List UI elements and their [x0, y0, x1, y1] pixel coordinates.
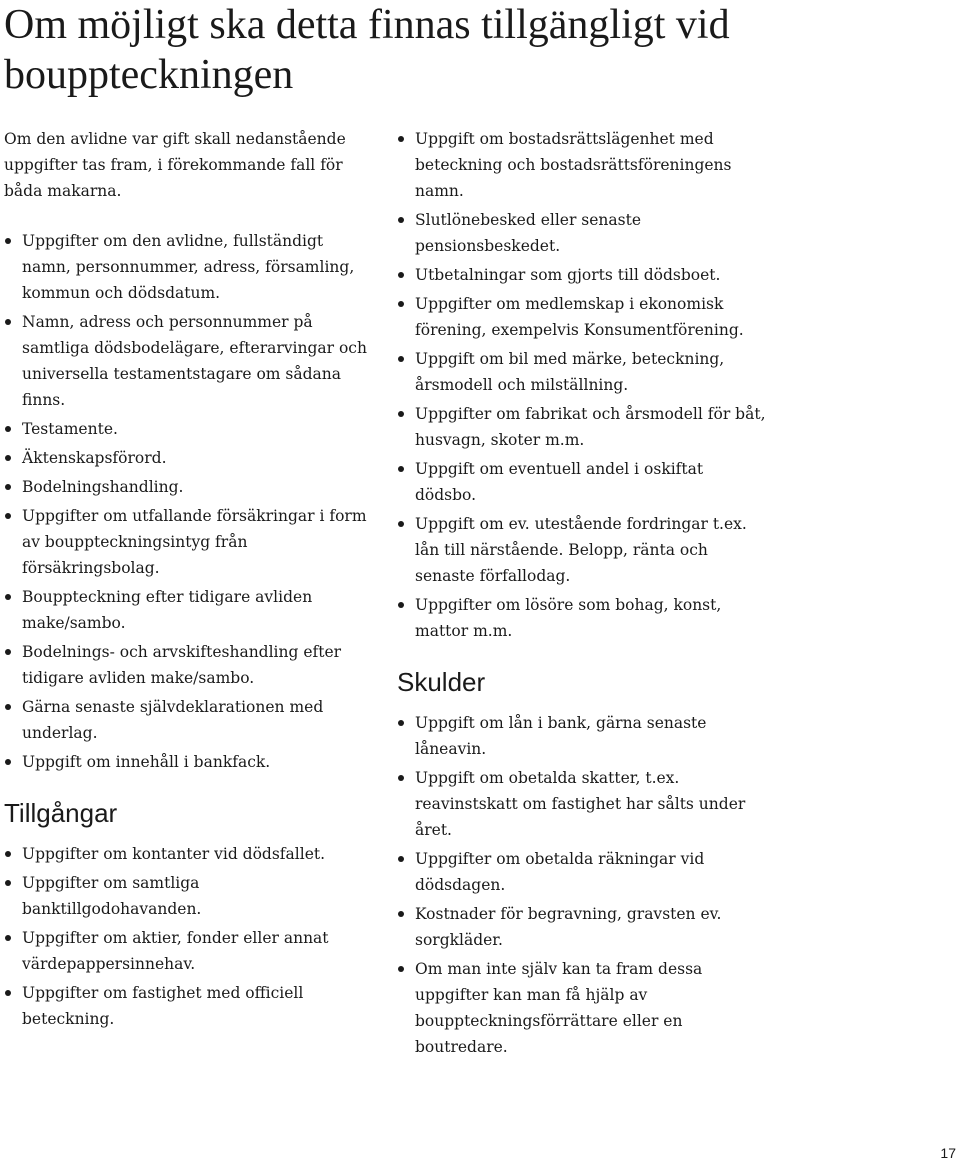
list-item-text: Äktenskapsförord.	[22, 449, 167, 467]
list-item	[397, 901, 767, 953]
list-item	[4, 416, 374, 442]
list-item-text: Uppgifter om samtliga banktillgodohavanden.	[22, 874, 202, 918]
requirements-list	[4, 228, 374, 775]
debts-list	[397, 710, 767, 1060]
list-item	[397, 456, 767, 508]
list-item-text: Gärna senaste självdeklarationen med underlag.	[22, 698, 324, 742]
list-item-text: Om man inte själv kan ta fram dessa uppgifter kan man få hjälp av bouppteckningsförrättare eller en boutredare.	[415, 960, 703, 1056]
bullet-icon	[398, 720, 404, 726]
bullet-icon	[398, 856, 404, 862]
bullet-icon	[5, 455, 11, 461]
list-item-text: Uppgifter om aktier, fonder eller annat värdepappersinnehav.	[22, 929, 329, 973]
list-item	[4, 503, 374, 581]
bullet-icon	[398, 775, 404, 781]
list-item	[397, 262, 767, 288]
bullet-icon	[5, 319, 11, 325]
list-item	[4, 228, 374, 306]
list-item-text: Uppgift om bostadsrättslägenhet med beteckning och bostadsrättsföreningens namn.	[415, 130, 732, 200]
list-item-text: Uppgifter om fabrikat och årsmodell för båt, husvagn, skoter m.m.	[415, 405, 766, 449]
bullet-icon	[5, 513, 11, 519]
list-item-text: Uppgift om lån i bank, gärna senaste låneavin.	[415, 714, 707, 758]
bullet-icon	[398, 466, 404, 472]
list-item-text: Uppgifter om obetalda räkningar vid dödsdagen.	[415, 850, 705, 894]
list-item-text: Slutlönebesked eller senaste pensionsbeskedet.	[415, 211, 641, 255]
bullet-icon	[5, 759, 11, 765]
bullet-icon	[398, 217, 404, 223]
list-item-text: Utbetalningar som gjorts till dödsboet.	[415, 266, 721, 284]
list-item	[4, 474, 374, 500]
list-item	[397, 291, 767, 343]
list-item	[397, 956, 767, 1060]
list-item-text: Uppgifter om lösöre som bohag, konst, mattor m.m.	[415, 596, 722, 640]
list-item	[4, 639, 374, 691]
list-item	[4, 584, 374, 636]
intro-paragraph: Om den avlidne var gift skall nedanstående uppgifter tas fram, i förekommande fall för båda makarna.	[4, 130, 346, 200]
bullet-icon	[5, 426, 11, 432]
bullet-icon	[398, 356, 404, 362]
bullet-icon	[5, 990, 11, 996]
list-item-text: Uppgifter om kontanter vid dödsfallet.	[22, 845, 326, 863]
bullet-icon	[398, 911, 404, 917]
list-item-text: Uppgifter om fastighet med officiell beteckning.	[22, 984, 304, 1028]
list-item	[397, 126, 767, 204]
bullet-icon	[5, 851, 11, 857]
page-number: 17	[940, 1145, 956, 1161]
bullet-icon	[398, 602, 404, 608]
bullet-icon	[398, 521, 404, 527]
list-item-text: Uppgift om bil med märke, beteckning, årsmodell och milställning.	[415, 350, 725, 394]
bullet-icon	[398, 966, 404, 972]
bullet-icon	[5, 880, 11, 886]
list-item	[4, 309, 374, 413]
list-item-text: Uppgifter om utfallande försäkringar i form av bouppteckningsintyg från försäkringsbolag.	[22, 507, 367, 577]
assets-continued-list	[397, 126, 767, 644]
list-item-text: Uppgift om innehåll i bankfack.	[22, 753, 271, 771]
left-column	[4, 126, 374, 1035]
bullet-icon	[398, 136, 404, 142]
debts-heading: Skulder	[397, 667, 486, 697]
list-item-text: Kostnader för begravning, gravsten ev. sorgkläder.	[415, 905, 722, 949]
bullet-icon	[398, 272, 404, 278]
list-item	[4, 925, 374, 977]
bullet-icon	[5, 238, 11, 244]
bullet-icon	[5, 594, 11, 600]
list-item	[397, 765, 767, 843]
list-item	[397, 710, 767, 762]
list-item	[4, 980, 374, 1032]
list-item-text: Uppgift om obetalda skatter, t.ex. reavinstskatt om fastighet har sålts under året.	[415, 769, 746, 839]
list-item	[397, 846, 767, 898]
list-item-text: Bodelnings- och arvskifteshandling efter tidigare avliden make/sambo.	[22, 643, 342, 687]
list-item-text: Uppgift om eventuell andel i oskiftat dödsbo.	[415, 460, 704, 504]
list-item	[397, 511, 767, 589]
list-item	[4, 694, 374, 746]
bullet-icon	[5, 484, 11, 490]
assets-heading: Tillgångar	[4, 798, 118, 828]
list-item-text: Uppgift om ev. utestående fordringar t.ex. lån till närstående. Belopp, ränta och senaste förfallodag.	[415, 515, 747, 585]
bullet-icon	[5, 935, 11, 941]
list-item	[4, 870, 374, 922]
page-title: Om möjligt ska detta finnas tillgängligt vid bouppteckningen	[4, 2, 730, 98]
list-item	[4, 445, 374, 471]
list-item-text: Bodelningshandling.	[22, 478, 184, 496]
list-item-text: Uppgifter om medlemskap i ekonomisk förening, exempelvis Konsumentförening.	[415, 295, 744, 339]
list-item-text: Namn, adress och personnummer på samtliga dödsbodelägare, efterarvingar och universella testamentstagare om sådana finns.	[22, 313, 367, 409]
bullet-icon	[398, 301, 404, 307]
list-item	[397, 401, 767, 453]
list-item	[397, 592, 767, 644]
list-item-text: Bouppteckning efter tidigare avliden make/sambo.	[22, 588, 313, 632]
list-item	[4, 841, 374, 867]
list-item	[397, 207, 767, 259]
list-item	[397, 346, 767, 398]
right-column	[397, 126, 767, 1063]
bullet-icon	[5, 649, 11, 655]
assets-list	[4, 841, 374, 1032]
list-item	[4, 749, 374, 775]
bullet-icon	[398, 411, 404, 417]
bullet-icon	[5, 704, 11, 710]
list-item-text: Uppgifter om den avlidne, fullständigt namn, personnummer, adress, församling, kommun och dödsdatum.	[22, 232, 355, 302]
list-item-text: Testamente.	[22, 420, 118, 438]
